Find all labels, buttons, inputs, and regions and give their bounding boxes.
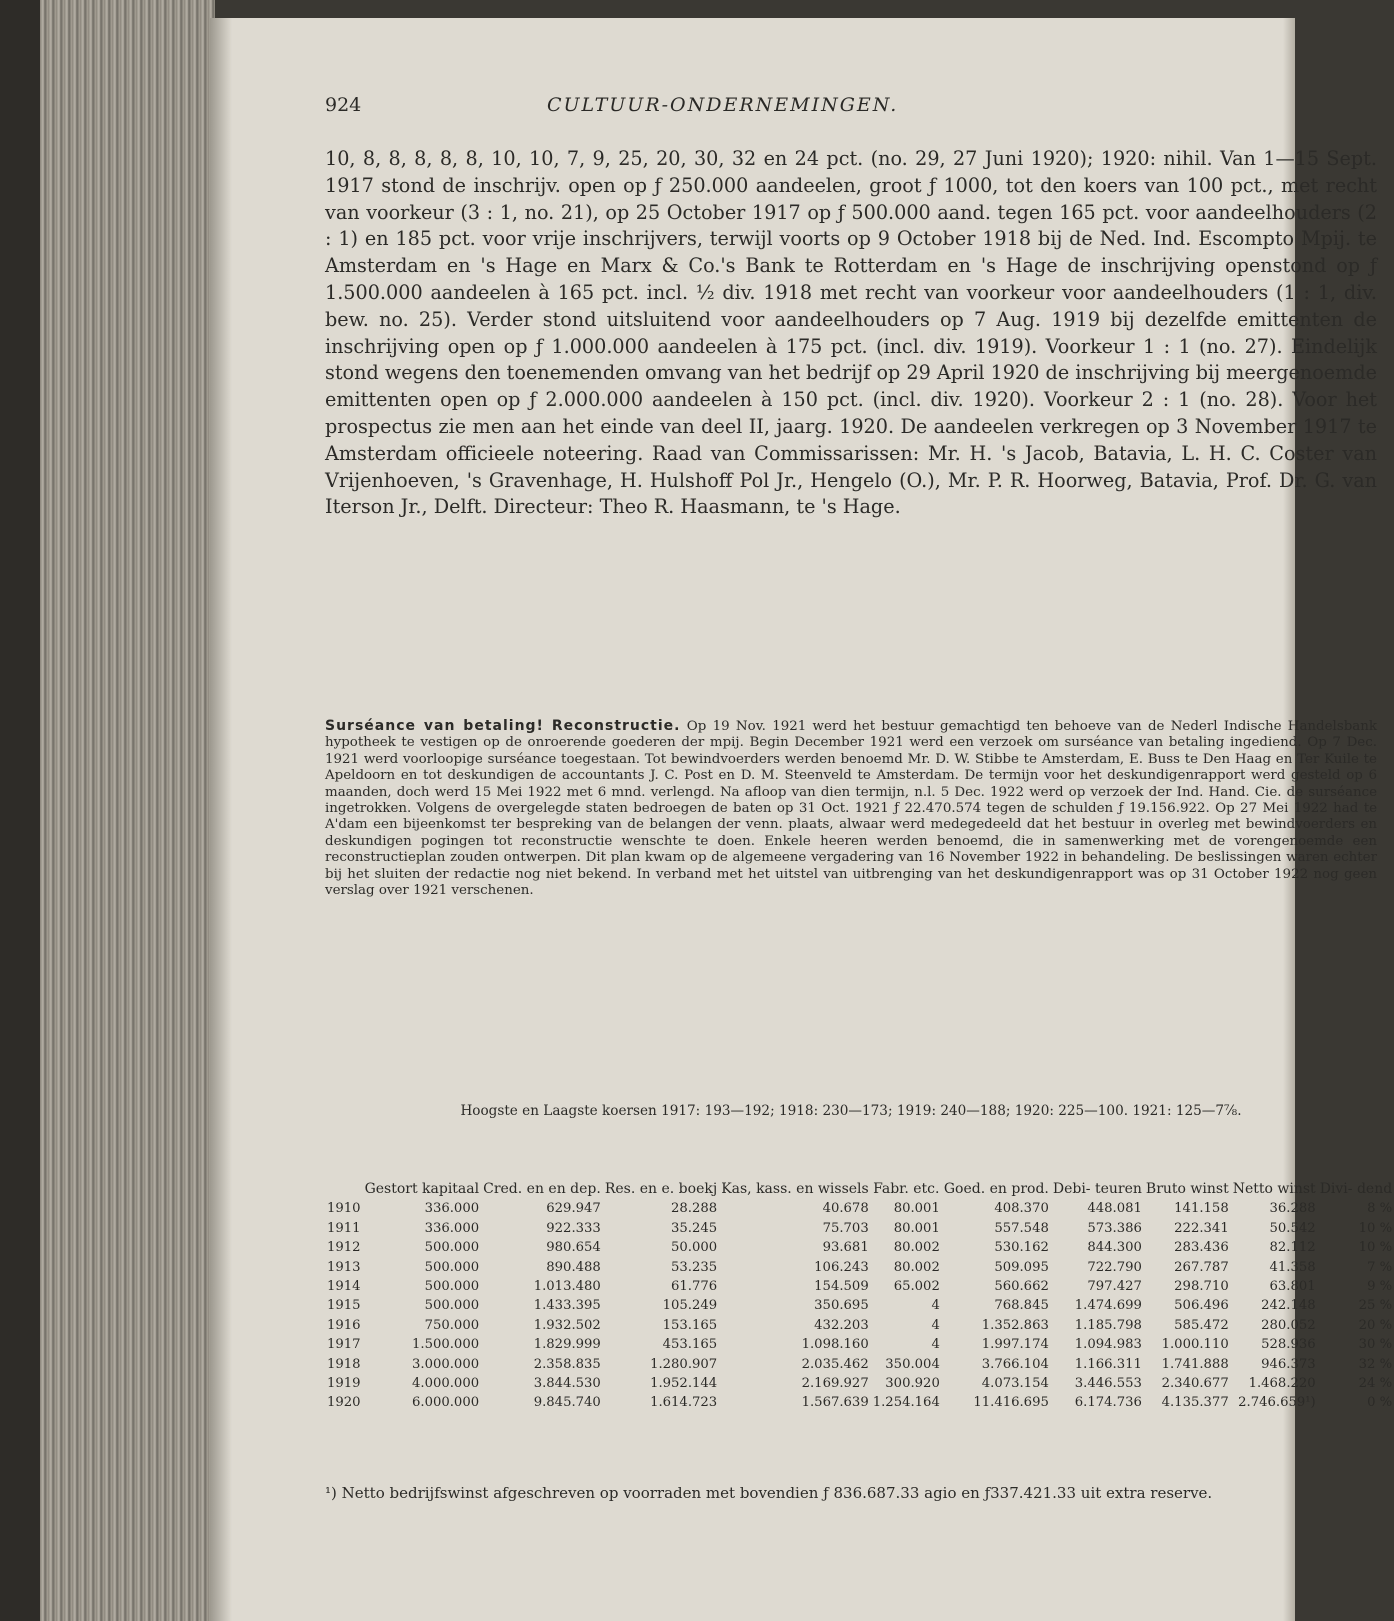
table-cell: 557.548: [994, 1220, 1049, 1236]
table-footnote: ¹) Netto bedrijfswinst afgeschreven op voorraden met bovendien ƒ 836.687.33 agio en ƒ337.421.33 uit extra reserve.: [325, 1484, 1213, 1502]
year-cell: 1914: [327, 1279, 361, 1295]
table-cell: 106.243: [814, 1259, 869, 1275]
table-cell: 65.002: [893, 1279, 940, 1295]
table-cell: 8 %: [1367, 1201, 1393, 1217]
table-cell: 50.000: [671, 1240, 718, 1256]
table-header-cell: Fabr. etc.: [873, 1181, 940, 1197]
table-header-cell: Res. en e. boekj: [604, 1181, 718, 1197]
table-cell: 1.997.174: [981, 1337, 1049, 1353]
table-cell: 80.001: [893, 1201, 940, 1217]
table-cell: 141.158: [1174, 1201, 1229, 1217]
year-cell: 1920: [327, 1395, 361, 1411]
table-cell: 41.358: [1269, 1259, 1316, 1275]
table-cell: 7 %: [1367, 1259, 1393, 1275]
table-header-cell: Kas, kass. en wissels: [721, 1181, 869, 1197]
table-cell: 82.112: [1269, 1240, 1316, 1256]
table-row: [325, 1296, 1394, 1315]
table-row: [325, 1219, 1394, 1238]
table-cell: 573.386: [1087, 1220, 1142, 1236]
table-row: [325, 1277, 1394, 1296]
year-cell: 1918: [327, 1356, 361, 1372]
table-row: [325, 1199, 1394, 1218]
year-cell: 1912: [327, 1240, 361, 1256]
year-cell: 1915: [327, 1298, 361, 1314]
table-cell: 506.496: [1174, 1298, 1229, 1314]
table-cell: 629.947: [546, 1201, 601, 1217]
table-row: [325, 1316, 1394, 1335]
notice-paragraph: [325, 718, 1377, 899]
table-row: [325, 1238, 1394, 1257]
table-cell: 1.352.863: [981, 1317, 1049, 1333]
main-paragraph: 10, 8, 8, 8, 8, 8, 10, 10, 7, 9, 25, 20, 30, 32 en 24 pct. (no. 29, 27 Juni 1920); 1920: nihil. Van 1—15 Sept. 1917 stond de inschrijv. open op ƒ 250.000 aandeelen, groot ƒ 1000, tot den koers van 100 pct., met recht van voorkeur (3 : 1, no. 21), op 25 October 1917 op ƒ 500.000 aand. tegen 165 pct. voor aandeelhouders (2 : 1) en 185 pct. voor vrije inschrijvers, terwijl voorts op 9 October 1918 bij de Ned. Ind. Escompto Mpij. te Amsterdam en 's Hage en Marx & Co.'s Bank te Rotterdam en 's Hage de inschrijving openstond op ƒ 1.500.000 aandeelen à 165 pct. incl. ½ div. 1918 met recht van voorkeur voor aandeelhouders (1 : 1, div. bew. no. 25). Verder stond uitsluitend voor aandeelhouders op 7 Aug. 1919 bij dezelfde emittenten de inschrijving open op ƒ 1.000.000 aandeelen à 175 pct. (incl. div. 1919). Voorkeur 1 : 1 (no. 27). Eindelijk stond wegens den toenemenden omvang van het bedrijf op 29 April 1920 de inschrijving bij meergenoemde emittenten open op ƒ 2.000.000 aandeelen à 150 pct. (incl. div. 1920). Voorkeur 2 : 1 (no. 28). Voor het prospectus zie men aan het einde van deel II, jaarg. 1920. De aandeelen verkregen op 3 November 1917 te Amsterdam officieele noteering. Raad van Commissarissen: Mr. H. 's Jacob, Batavia, L. H. C. Coster van Vrijenhoeven, 's Gravenhage, H. Hulshoff Pol Jr., Hengelo (O.), Mr. P. R. Hoorweg, Batavia, Prof. Dr. G. van Iterson Jr., Delft. Directeur: Theo R. Haasmann, te 's Hage.: [325, 147, 1377, 519]
table-cell: 2.169.927: [801, 1376, 869, 1392]
table-cell: 36.288: [1269, 1201, 1316, 1217]
notice-body: Op 19 Nov. 1921 werd het bestuur gemachtigd ten behoeve van de Nederl Indische Handelsbank hypotheek te vestigen op de onroerende goederen der mpij. Begin December 1921 werd een verzoek om surséance van betaling ingediend. Op 7 Dec. 1921 werd voorloopige surséance toegestaan. Tot bewindvoerders werden benoemd Mr. D. W. Stibbe te Amsterdam, E. Buss te Den Haag en Ter Kuile te Apeldoorn en tot deskundigen de accountants J. C. Post en D. M. Steenveld te Amsterdam. De termijn voor het deskundigenrapport werd gesteld op 6 maanden, doch werd 15 Mei 1922 met 6 mnd. verlengd. Na afloop van dien termijn, n.l. 5 Dec. 1922 werd op verzoek der Ind. Hand. Cie. de surséance ingetrokken. Volgens de overgelegde staten bedroegen de baten op 31 Oct. 1921 ƒ 22.470.574 tegen de schulden ƒ 19.156.922. Op 27 Mei 1922 had te A'dam een bijeenkomst ter bespreking van de belangen der venn. plaats, alwaar werd medegedeeld dat het bestuur in overleg met bewindvoerders en deskundigen pogingen tot reconstructie wenschte te doen. Enkele heeren werden benoemd, die in samenwerking met de vorengenoemde een reconstructieplan zouden ontwerpen. Dit plan kwam op de algemeene vergadering van 16 November 1922 in behandeling. De beslissingen waren echter bij het sluiten der redactie nog niet bekend. In verband met het uitstel van uitbrenging van het deskundigenrapport was op 31 October 1922 nog geen verslag over 1921 verschenen.: [325, 719, 1377, 899]
running-title: CULTUUR-ONDERNEMINGEN.: [547, 94, 899, 116]
year-cell: 1917: [327, 1337, 361, 1353]
table-header-row: [325, 1180, 1394, 1199]
table-cell: 80.002: [893, 1240, 940, 1256]
table-cell: 3.000.000: [411, 1356, 480, 1372]
table-cell: 448.081: [1087, 1201, 1142, 1217]
table-cell: 53.235: [671, 1259, 718, 1275]
table-header-cell: Cred. en en dep.: [483, 1181, 601, 1197]
table-cell: 80.002: [893, 1259, 940, 1275]
table-cell: 1.013.480: [533, 1279, 601, 1295]
table-cell: 6.174.736: [1074, 1395, 1142, 1411]
table-cell: 797.427: [1087, 1279, 1142, 1295]
table-cell: 20 %: [1358, 1317, 1393, 1333]
table-cell: 722.790: [1087, 1259, 1142, 1275]
table-cell: 9.845.740: [533, 1395, 601, 1411]
table-cell: 408.370: [994, 1201, 1049, 1217]
year-cell: 1911: [327, 1220, 361, 1236]
table-cell: 3.766.104: [981, 1356, 1049, 1372]
table-cell: 3.446.553: [1074, 1376, 1142, 1392]
table-cell: 153.165: [662, 1317, 718, 1333]
table-cell: 1.829.999: [533, 1337, 601, 1353]
table-cell: 350.695: [814, 1298, 869, 1314]
table-cell: 2.746.659¹): [1238, 1395, 1316, 1411]
table-cell: 298.710: [1174, 1279, 1229, 1295]
table-cell: 93.681: [822, 1240, 869, 1256]
table-cell: 1.567.639: [801, 1395, 869, 1411]
table-cell: 1.185.798: [1074, 1317, 1142, 1333]
table-cell: 530.162: [994, 1240, 1049, 1256]
table-cell: 0 %: [1367, 1395, 1393, 1411]
table-header-cell: Netto winst: [1232, 1181, 1316, 1197]
table-cell: 432.203: [814, 1317, 869, 1333]
table-cell: 1.952.144: [650, 1376, 718, 1392]
table-cell: 336.000: [424, 1220, 480, 1236]
notice-heading: Surséance van betaling! Reconstructie.: [325, 718, 681, 734]
table-cell: 280.052: [1261, 1317, 1316, 1333]
table-cell: 222.341: [1174, 1220, 1229, 1236]
table-cell: 154.509: [814, 1279, 869, 1295]
table-cell: 1.000.110: [1161, 1337, 1229, 1353]
table-cell: 922.333: [546, 1220, 601, 1236]
table-cell: 4.073.154: [981, 1376, 1049, 1392]
table-header-cell: Goed. en prod.: [943, 1181, 1049, 1197]
table-cell: 1.098.160: [801, 1337, 869, 1353]
table-body: [325, 1199, 1394, 1412]
table-cell: 500.000: [424, 1298, 480, 1314]
table-cell: 63.801: [1269, 1279, 1316, 1295]
table-cell: 453.165: [662, 1337, 718, 1353]
table-cell: 30 %: [1358, 1337, 1393, 1353]
table-cell: 890.488: [546, 1259, 601, 1275]
table-cell: 11.416.695: [973, 1395, 1049, 1411]
table-cell: 242.148: [1261, 1298, 1316, 1314]
table-header-cell: Debi- teuren: [1052, 1181, 1142, 1197]
table-cell: 50.542: [1269, 1220, 1316, 1236]
table-cell: 528.936: [1261, 1337, 1316, 1353]
table-cell: 2.340.677: [1161, 1376, 1229, 1392]
table-cell: 1.932.502: [533, 1317, 601, 1333]
table-cell: 10 %: [1358, 1240, 1393, 1256]
table-row: [325, 1355, 1394, 1374]
table-header-cell: Bruto winst: [1145, 1181, 1229, 1197]
table-cell: 1.280.907: [650, 1356, 718, 1372]
table-cell: 9 %: [1367, 1279, 1393, 1295]
table-cell: 75.703: [822, 1220, 869, 1236]
table-row: [325, 1393, 1394, 1412]
table-cell: 980.654: [546, 1240, 601, 1256]
table-cell: 4.000.000: [411, 1376, 480, 1392]
table-cell: 1.500.000: [411, 1337, 480, 1353]
table-cell: 6.000.000: [411, 1395, 480, 1411]
table-cell: 4: [931, 1317, 940, 1333]
table-cell: 500.000: [424, 1279, 480, 1295]
table-cell: 61.776: [671, 1279, 718, 1295]
table-cell: 10 %: [1358, 1220, 1393, 1236]
table-cell: 500.000: [424, 1240, 480, 1256]
table-cell: 300.920: [885, 1376, 940, 1392]
table-cell: 1.614.723: [650, 1395, 718, 1411]
table-row: [325, 1258, 1394, 1277]
table-cell: 3.844.530: [533, 1376, 601, 1392]
table-cell: 1.433.395: [533, 1298, 601, 1314]
book-page: [210, 18, 1393, 1621]
table-cell: 4: [931, 1337, 940, 1353]
table-cell: 1.741.888: [1161, 1356, 1229, 1372]
table-cell: 2.358.835: [533, 1356, 601, 1372]
table-cell: 1.254.164: [872, 1395, 940, 1411]
table-cell: 267.787: [1174, 1259, 1229, 1275]
table-cell: 32 %: [1358, 1356, 1393, 1372]
financial-table: [325, 1180, 1394, 1413]
table-cell: 585.472: [1174, 1317, 1229, 1333]
table-cell: 336.000: [424, 1201, 480, 1217]
table-header-cell: Gestort kapitaal: [364, 1181, 480, 1197]
page-number: 924: [325, 94, 362, 116]
table-cell: 1.468.220: [1248, 1376, 1316, 1392]
table-header-cell: Divi- dend: [1319, 1181, 1393, 1197]
table-cell: 80.001: [893, 1220, 940, 1236]
year-cell: 1913: [327, 1259, 361, 1275]
table-cell: 25 %: [1358, 1298, 1393, 1314]
table-cell: 768.845: [994, 1298, 1049, 1314]
table-cell: 4: [931, 1298, 940, 1314]
table-cell: 350.004: [885, 1356, 940, 1372]
table-cell: 1.166.311: [1074, 1356, 1142, 1372]
table-cell: 28.288: [671, 1201, 718, 1217]
year-cell: 1916: [327, 1317, 361, 1333]
table-cell: 946.373: [1261, 1356, 1316, 1372]
table-cell: 560.662: [994, 1279, 1049, 1295]
table-row: [325, 1335, 1394, 1354]
gutter-shadow: [210, 18, 232, 1621]
table-cell: 35.245: [671, 1220, 718, 1236]
table-cell: 24 %: [1358, 1376, 1393, 1392]
table-cell: 105.249: [662, 1298, 718, 1314]
table-cell: 509.095: [994, 1259, 1049, 1275]
year-cell: 1910: [327, 1201, 361, 1217]
table-cell: 750.000: [424, 1317, 480, 1333]
table-cell: 283.436: [1174, 1240, 1229, 1256]
price-range-line: Hoogste en Laagste koersen 1917: 193—192; 1918: 230—173; 1919: 240—188; 1920: 225—100. 1921: 125—7⅞.: [460, 1103, 1242, 1119]
table-cell: 40.678: [822, 1201, 869, 1217]
table-cell: 1.094.983: [1074, 1337, 1142, 1353]
table-cell: 844.300: [1087, 1240, 1142, 1256]
table-cell: 500.000: [424, 1259, 480, 1275]
table-cell: 4.135.377: [1161, 1395, 1229, 1411]
table-row: [325, 1374, 1394, 1393]
year-cell: 1919: [327, 1376, 361, 1392]
table-header-cell: [325, 1180, 363, 1199]
table-cell: 1.474.699: [1074, 1298, 1142, 1314]
table-cell: 2.035.462: [801, 1356, 869, 1372]
book-cover-edge: [0, 0, 40, 1621]
page-header: [325, 94, 1375, 124]
